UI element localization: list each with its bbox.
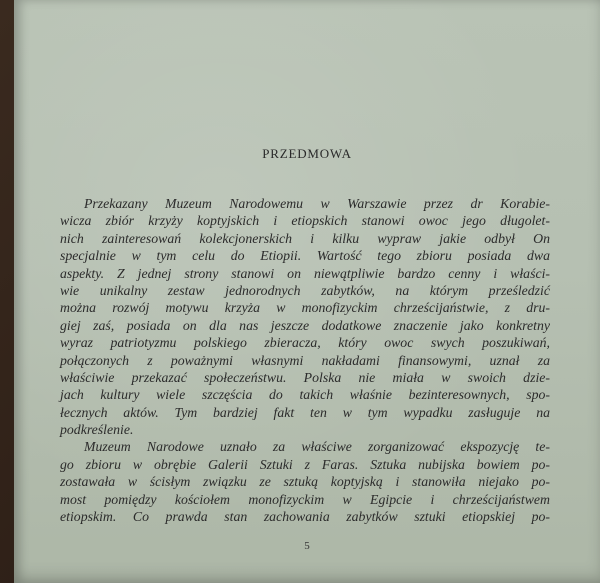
text-line: zostawała w ścisłym związku ze sztuką koptyjską i stanowiła niejako po-: [60, 474, 550, 490]
text-line: Muzeum Narodowe uznało za właściwe zorganizować ekspozycję te-: [84, 439, 550, 455]
text-line: aspekty. Z jednej strony stanowi on niewątpliwie bardzo cenny i właści-: [60, 265, 550, 281]
page-number: 5: [304, 540, 310, 552]
text-line: nich zainteresowań kolekcjonerskich i kilku wypraw jakie odbył On: [60, 230, 550, 246]
text-line: Przekazany Muzeum Narodowemu w Warszawie przez dr Korabie-: [84, 196, 550, 211]
text-line: etiopskim. Co prawda stan zachowania zabytków sztuki etiopskiej po-: [60, 509, 550, 525]
text-line: giej zaś, posiada on dla nas jeszcze dodatkowe znaczenie jako konkretny: [60, 317, 550, 333]
text-line: wie unikalny zestaw jednorodnych zabytków, na którym prześledzić: [60, 282, 550, 298]
paragraph-1: [60, 195, 550, 438]
text-line: wicza zbiór krzyży koptyjskich i etiopskich stanowi owoc jego długolet-: [60, 213, 550, 229]
text-line: most pomiędzy kościołem monofizyckim w Egipcie i chrześcijaństwem: [60, 491, 550, 507]
text-line: właściwie przekazać społeczeństwu. Polska nie miała w swoich dzie-: [60, 369, 550, 385]
text-line: podkreślenie.: [60, 422, 134, 438]
page-heading: PRZEDMOWA: [262, 146, 352, 161]
body-text: [60, 195, 550, 525]
text-line: łecznych aktów. Tym bardziej fakt ten w tym wypadku zasługuje na: [60, 404, 550, 420]
text-line: wyraz patriotyzmu polskiego zbieracza, który owoc swych poszukiwań,: [60, 335, 550, 351]
text-line: jach kultury wiele szczęścia do takich właśnie bezinteresownych, spo-: [60, 387, 550, 403]
text-line: specjalnie w tym celu do Etiopii. Wartość tego zbioru posiada dwa: [60, 248, 550, 264]
paragraph-2: [60, 438, 550, 525]
text-line: można rozwój motywu krzyża w monofizyckim chrześcijaństwie, z dru-: [60, 300, 550, 316]
text-line: połączonych z poważnymi własnymi nakładami finansowymi, uznał za: [60, 352, 550, 368]
book-page: [14, 0, 600, 583]
text-line: go zbioru w obrębie Galerii Sztuki z Faras. Sztuka nubijska bowiem po-: [60, 456, 550, 472]
